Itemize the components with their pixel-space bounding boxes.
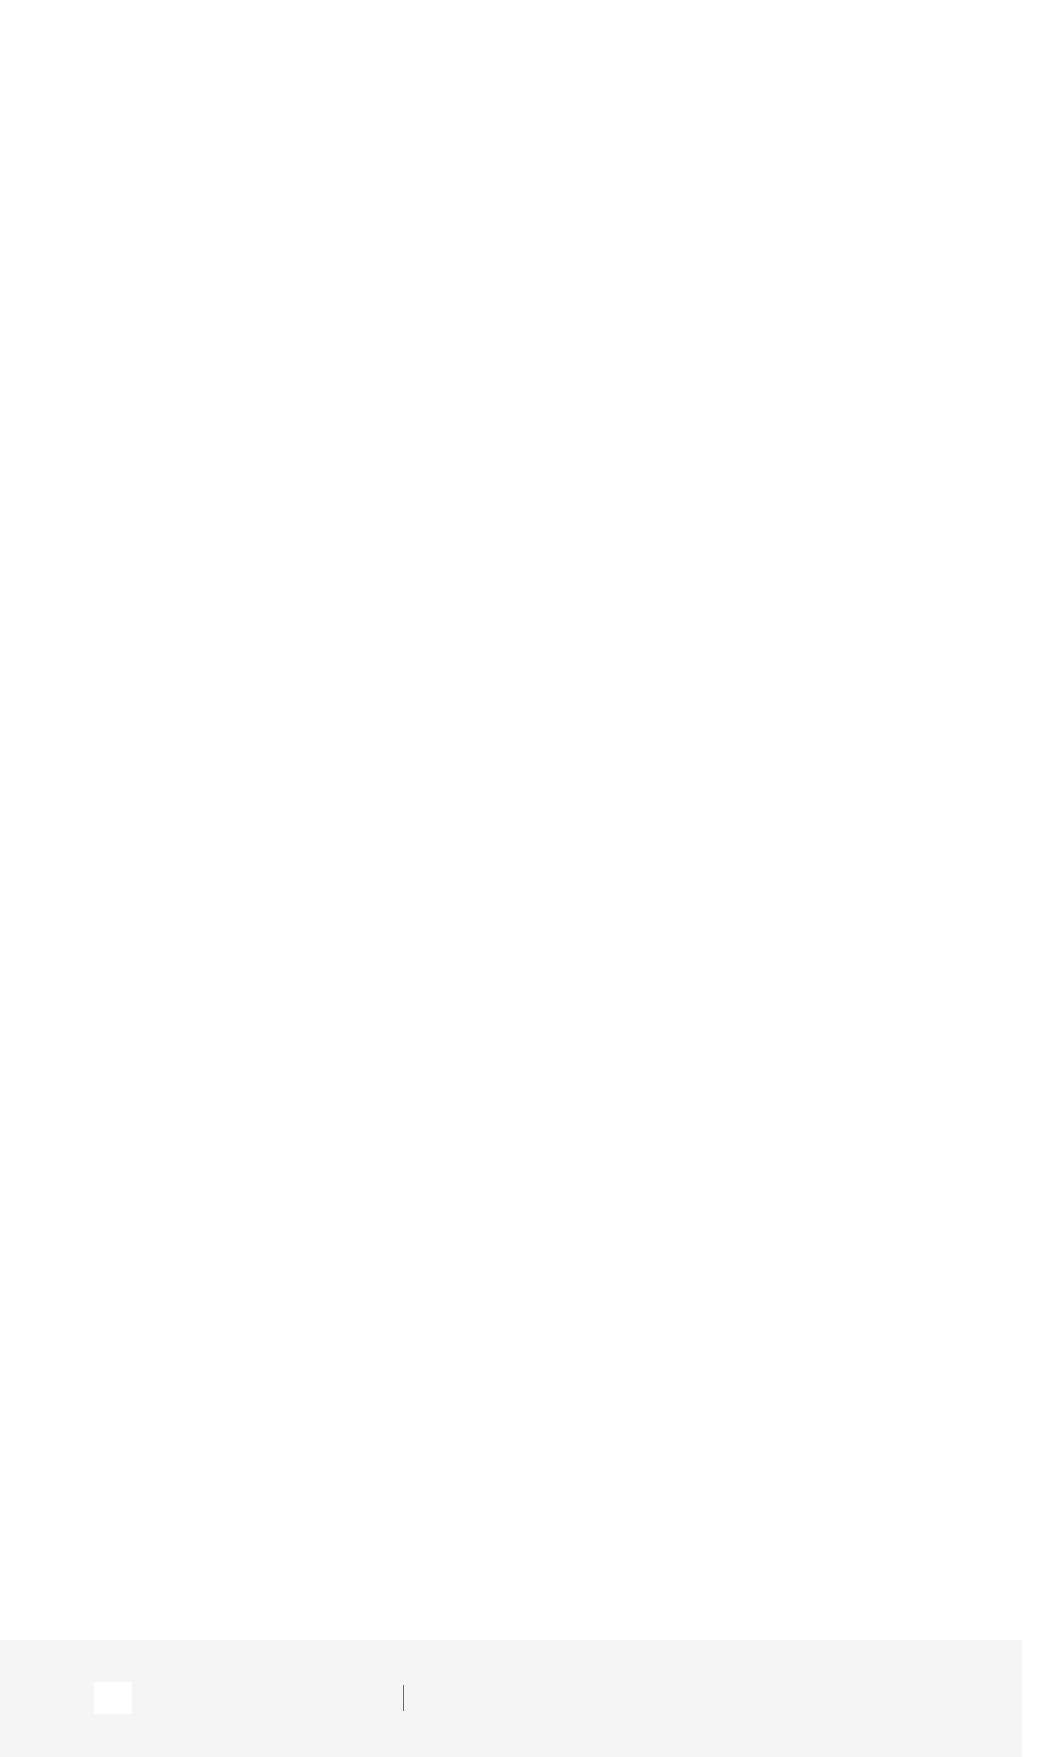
page-footer [0,1640,1022,1757]
schneider-logo [395,1683,412,1713]
page-number [94,1682,132,1714]
logo-separator [403,1685,404,1711]
